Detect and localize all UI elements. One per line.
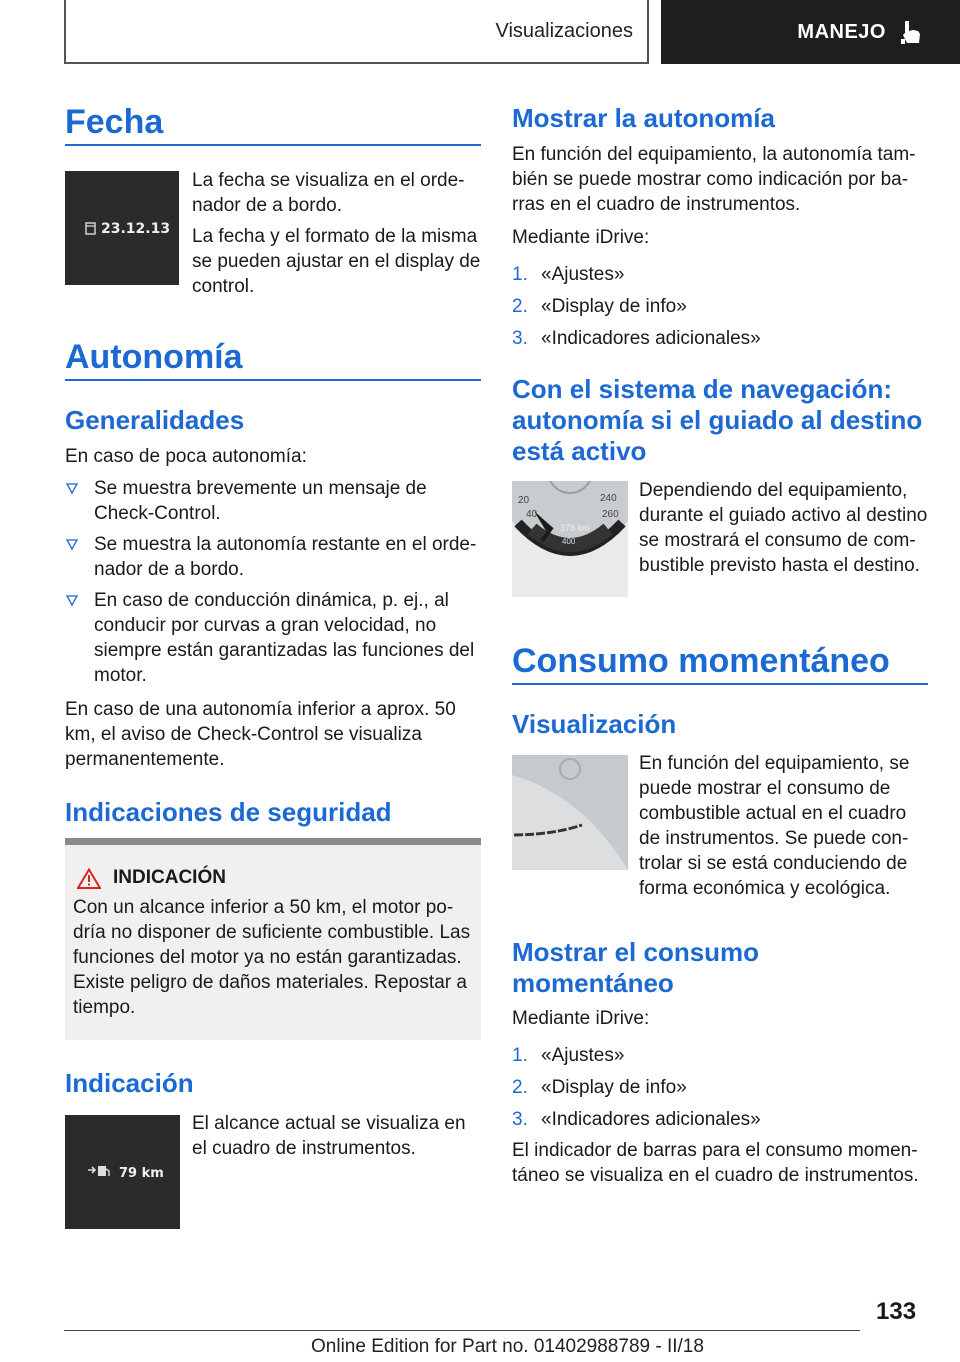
list-item: [65, 476, 481, 526]
footer-divider: [64, 1330, 860, 1331]
gauge-tick-label: 400: [562, 537, 576, 546]
consumption-gauge: [512, 755, 628, 870]
warning-triangle-icon: [77, 868, 101, 889]
indicacion-text: El alcance actual se visualiza en el cuadro de instrumentos.: [192, 1113, 466, 1159]
triangle-bullet-icon: [66, 595, 78, 606]
autonomia-intro: En caso de poca autonomía:: [65, 446, 307, 467]
fecha-title: Fecha: [65, 102, 481, 146]
gauge-range-readout: 378 km: [560, 523, 590, 533]
gauge-tick-label: 20: [518, 495, 530, 506]
seguridad-title: Indicaciones de seguridad: [65, 797, 392, 827]
visualizacion-text-wrap: [639, 751, 928, 901]
mostrar-consumo-title: Mostrar el consumo momentáneo: [512, 937, 760, 998]
fecha-paragraph-1: La fecha se visualiza en el ordenador de a bordo.: [192, 170, 465, 216]
mostrar-autonomia-idrive: Mediante iDrive:: [512, 227, 650, 248]
visualizacion-title: Visualización: [512, 709, 677, 739]
mostrar-autonomia-title: Mostrar la autonomía: [512, 103, 775, 133]
warning-box: [65, 838, 481, 1040]
mostrar-consumo-steps: [512, 1043, 928, 1139]
header-chapter-tab: [661, 0, 960, 64]
step-text: «Display de info»: [541, 296, 687, 317]
date-display-image: [65, 171, 179, 285]
range-display-value: 79 km: [119, 1166, 164, 1181]
step-number: 2.: [512, 1077, 528, 1098]
indicacion-title: Indicación: [65, 1068, 194, 1098]
bullet-text: En caso de conducción dinámica, p. ej., al conducir por curvas a gran velocidad, no siempre están garantizadas las funciones del motor.: [94, 590, 475, 686]
autonomia-bullet-list: [65, 476, 481, 694]
page-number: 133: [876, 1298, 917, 1325]
step-number: 3.: [512, 328, 528, 349]
navegacion-text: Dependiendo del equipamiento, durante el guiado activo al destino se mostrará el consumo de combustible previsto hasta el destino.: [639, 480, 928, 576]
warning-title: INDICACIÓN: [113, 867, 226, 888]
consumo-final-text: El indicador de barras para el consumo momentáneo se visualiza en el cuadro de instrumentos.: [512, 1140, 919, 1186]
steering-hand-icon: [900, 19, 922, 45]
mostrar-autonomia-paragraph: En función del equipamiento, la autonomía también se puede mostrar como indicación por barras en el cuadro de instrumentos.: [512, 144, 916, 215]
header-chapter-label: MANEJO: [797, 20, 886, 43]
gauge-tick-label: 40: [526, 509, 538, 520]
list-item: [512, 294, 928, 319]
step-number: 1.: [512, 264, 528, 285]
triangle-bullet-icon: [66, 539, 78, 550]
visualizacion-text: En función del equipamiento, se puede mostrar el consumo de combustible actual en el cuadro de instrumentos. Se puede controlar si se está conduciendo de forma económica y ecológica.: [639, 753, 910, 899]
step-text: «Indicadores adicionales»: [541, 328, 761, 349]
list-item: [512, 262, 928, 287]
triangle-bullet-icon: [66, 483, 78, 494]
step-text: «Ajustes»: [541, 1045, 625, 1066]
step-text: «Indicadores adicionales»: [541, 1109, 761, 1130]
gauge-tick-label: 240: [600, 493, 617, 504]
header-section-tab: [64, 0, 649, 64]
range-display-image: [65, 1115, 180, 1229]
generalidades-title: Generalidades: [65, 405, 245, 435]
step-number: 1.: [512, 1045, 528, 1066]
list-item: [512, 1075, 928, 1100]
list-item: [65, 532, 481, 582]
gauge-tick-label: 260: [602, 509, 619, 520]
date-display-value: 23.12.13: [101, 221, 171, 237]
bullet-text: Se muestra brevemente un mensaje de Check-Control.: [94, 478, 427, 524]
bullet-text: Se muestra la autonomía restante en el ordenador de a bordo.: [94, 534, 477, 580]
list-item: [65, 588, 481, 688]
step-text: «Ajustes»: [541, 264, 625, 285]
list-item: [512, 1043, 928, 1068]
navigation-gauge-image: [512, 481, 628, 597]
footer-edition: Online Edition for Part no. 01402988789 - II/18: [311, 1336, 704, 1357]
consumo-title: Consumo momentáneo: [512, 641, 928, 685]
warning-heading: [73, 867, 473, 889]
consumption-gauge-image: [512, 755, 628, 870]
list-item: [512, 1107, 928, 1132]
warning-text: Con un alcance inferior a 50 km, el motor podría no disponer de suficiente combustible. Las funciones del motor ya no están garantizadas. Existe peligro de daños materiales. Repostar a tiempo.: [73, 897, 471, 1018]
header-section-label: Visualizaciones: [495, 19, 633, 42]
step-number: 2.: [512, 296, 528, 317]
mostrar-autonomia-steps: [512, 262, 928, 358]
autonomia-note: En caso de una autonomía inferior a aprox. 50 km, el aviso de Check-Control se visualiza permanentemente.: [65, 699, 456, 770]
mostrar-consumo-idrive: Mediante iDrive:: [512, 1008, 650, 1029]
fecha-paragraph-2: La fecha y el formato de la misma se pueden ajustar en el display de control.: [192, 226, 481, 297]
step-number: 3.: [512, 1109, 528, 1130]
fecha-text: [192, 168, 481, 299]
step-text: «Display de info»: [541, 1077, 687, 1098]
navegacion-title: Con el sistema de navegación: autonomía si el guiado al destino está activo: [512, 374, 923, 466]
autonomia-title: Autonomía: [65, 337, 481, 381]
list-item: [512, 326, 928, 351]
